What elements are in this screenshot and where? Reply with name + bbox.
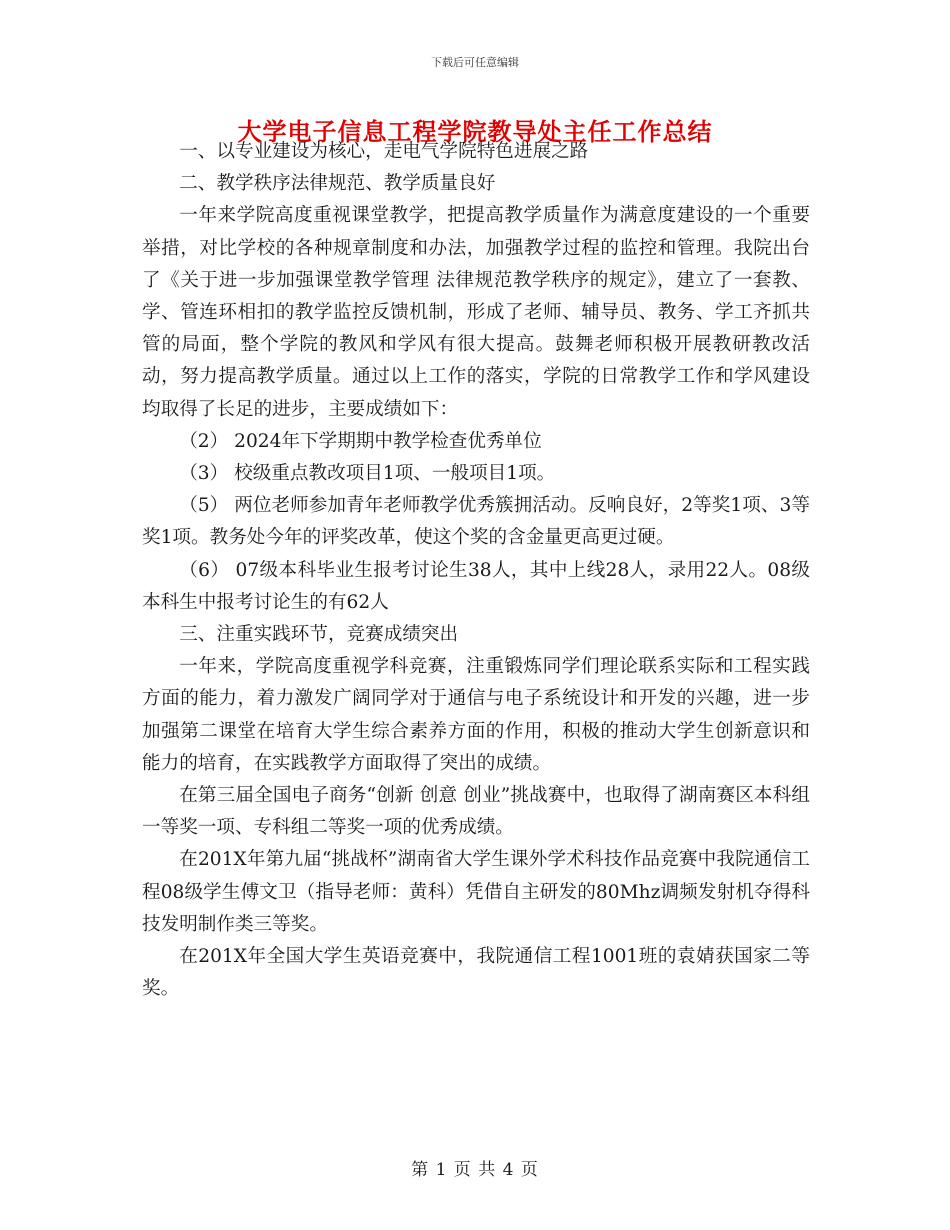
section-heading-3: 三、注重实践环节，竞赛成绩突出 <box>179 624 459 646</box>
paragraph-competition-overview: 一年来，学院高度重视学科竞赛，注重锻炼同学们理论联系实际和工程实践方面的能力，着力激发广阔同学对于通信与电子系统设计和开发的兴趣，进一步加强第二课堂在培育大学生综合素养方面的作用，积极的推动大学生创新意识和能力的培育，在实践教学方面取得了突出的成绩。 <box>142 656 810 774</box>
section-heading-1: 一、以专业建设为核心，走电气学院特色进展之路 <box>179 141 589 162</box>
paragraph-ecommerce-award: 在第三届全国电子商务“创新 创意 创业”挑战赛中，也取得了湖南赛区本科组一等奖一项、专科组二等奖一项的优秀成绩。 <box>142 785 810 839</box>
achievement-item-6: （6） 07级本科毕业生报考讨论生38人，其中上线28人，录用22人。08级本科生中报考讨论生的有62人 <box>142 559 810 613</box>
document-title: 大学电子信息工程学院教导处主任工作总结 <box>237 117 713 146</box>
page-footer: 第 1 页 共 4 页 <box>411 1160 539 1180</box>
paragraph-teaching-overview: 一年来学院高度重视课堂教学，把提高教学质量作为满意度建设的一个重要举措，对比学校的各种规章制度和办法，加强教学过程的监控和管理。我院出台了《关于进一步加强课堂教学管理 法律规范教学秩序的规定》，建立了一套教、学、管连环相扣的教学监控反馈机制，形成了老师、辅导员、教务、学工齐抓共管的局面，整个学院的教风和学风有很大提高。鼓舞老师积极开展教研教改活动，努力提高教学质量。通过以上工作的落实，学院的日常教学工作和学风建设均取得了长足的进步，主要成绩如下： <box>142 205 810 420</box>
header-note: 下载后可任意编辑 <box>431 56 519 69</box>
achievement-item-5: （5） 两位老师参加青年老师教学优秀簇拥活动。反响良好，2等奖1项、3等奖1项。教务处今年的评奖改革，使这个奖的含金量更高更过硬。 <box>142 495 810 549</box>
achievement-item-2: （2） 2024年下学期期中教学检查优秀单位 <box>179 430 542 452</box>
paragraph-challenge-cup-award: 在201X年第九届“挑战杯”湖南省大学生课外学术科技作品竞赛中我院通信工程08级学生傅文卫（指导老师：黄科）凭借自主研发的80Mhz调频发射机夺得科技发明制作类三等奖。 <box>142 849 810 935</box>
document-body <box>142 136 810 1005</box>
section-heading-2: 二、教学秩序法律规范、教学质量良好 <box>179 173 496 195</box>
paragraph-english-award: 在201X年全国大学生英语竞赛中，我院通信工程1001班的袁婧获国家二等奖。 <box>142 946 810 1000</box>
achievement-item-3: （3） 校级重点教改项目1项、一般项目1项。 <box>179 463 556 485</box>
